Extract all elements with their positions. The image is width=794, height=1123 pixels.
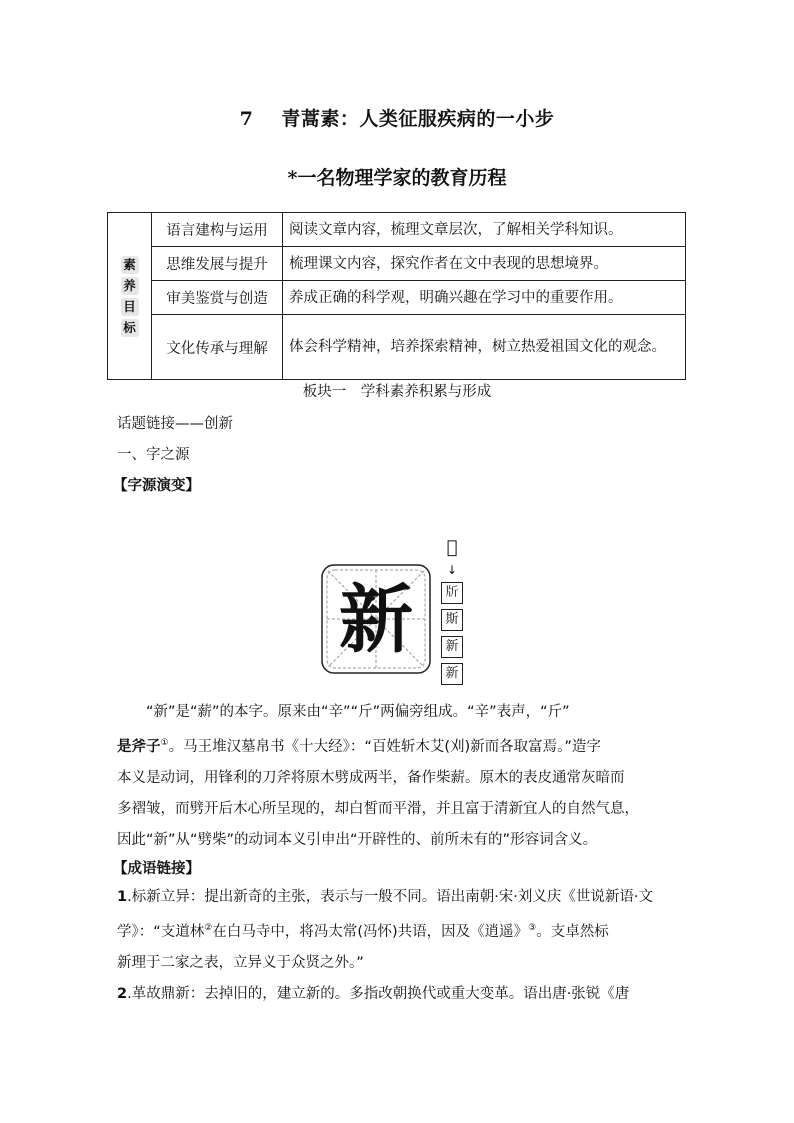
goals-label-char: 目: [121, 298, 139, 316]
text-span: 。马王堆汉墓帛书《十大经》：“百姓斩木艾(刈)新而各取富焉。”造字: [168, 738, 601, 755]
goals-vertical-label: [121, 256, 139, 337]
rice-grid-svg: [320, 563, 432, 675]
bold-text: 是斧子: [117, 738, 161, 755]
main-character: 新: [339, 577, 413, 663]
goal-category: 思维发展与提升: [152, 247, 283, 281]
lesson-number: 7: [239, 108, 254, 130]
footnote-marker: ③: [528, 923, 537, 933]
goal-description: 养成正确的科学观，明确兴趣在学习中的重要作用。: [283, 281, 686, 315]
goal-description: 梳理课文内容，探究作者在文中表现的思想境界。: [283, 247, 686, 281]
footnote-marker: ①: [160, 738, 169, 748]
footnote-marker: ②: [204, 923, 213, 933]
idiom-line: 新理于二家之表，立异义于众贤之外。”: [117, 954, 364, 971]
lesson-title: [0, 104, 794, 131]
idiom-number: 1: [117, 889, 128, 905]
text-span: .标新立异：提出新奇的主张，表示与一般不同。语出南朝·宋·刘义庆《世说新语·文: [127, 889, 654, 905]
goal-category: 审美鉴赏与创造: [152, 281, 283, 315]
paragraph-line: [117, 728, 687, 763]
topic-link: 话题链接——创新: [117, 416, 233, 432]
idiom-list: [117, 882, 687, 1010]
goal-category: 文化传承与理解: [152, 315, 283, 380]
lesson-subtitle: *一名物理学家的教育历程: [287, 167, 507, 189]
goal-description: 体会科学精神，培养探索精神，树立热爱祖国文化的观念。: [283, 315, 686, 380]
evolution-stage: 新: [441, 663, 463, 685]
idiom-header: 【成语链接】: [113, 861, 200, 877]
evolution-stage: 𣂔: [441, 582, 463, 604]
idiom-line: [117, 913, 687, 948]
origin-header: 【字源演变】: [113, 478, 200, 494]
idiom-line: [117, 882, 687, 913]
goal-row: [108, 281, 686, 315]
goals-label-char: 标: [121, 319, 139, 337]
character-grid-figure: [320, 563, 432, 675]
character-evolution: [441, 535, 463, 685]
section-heading: 板块一 学科素养积累与形成: [302, 384, 492, 400]
oracle-form: 𣂚: [446, 537, 458, 558]
part-heading: 一、字之源: [117, 447, 190, 463]
evolution-stage: 新: [441, 636, 463, 658]
arrow-down-icon: ↓: [446, 563, 458, 577]
goal-row: [108, 247, 686, 281]
goals-label-char: 素: [121, 256, 139, 274]
paragraph-line: 多褶皱，而劈开后木心所呈现的，却白皙而平滑，并且富于清新宜人的自然气息，: [117, 800, 639, 817]
paragraph-line: 本义是动词，用锋利的刀斧将原木劈成两半，备作柴薪。原木的表皮通常灰暗而: [117, 769, 625, 786]
goal-description: 阅读文章内容，梳理文章层次，了解相关学科知识。: [283, 213, 686, 247]
goal-category: 语言建构与运用: [152, 213, 283, 247]
paragraph-line: “新”是“薪”的本字。原来由“辛”“斤”两偏旁组成。“辛”表声，“斤”: [146, 704, 570, 720]
text-span: .革故鼎新：去掉旧的，建立新的。多指改朝换代或重大变革。语出唐·张锐《唐: [127, 985, 630, 1002]
text-span: 学》：“支道林: [117, 923, 205, 940]
idiom-number: 2: [117, 985, 128, 1002]
lesson-main-title: 青蒿素：人类征服疾病的一小步: [281, 108, 555, 130]
paragraph-line: 因此“新”从“劈柴”的动词本义引申出“开辟性的、前所未有的”形容词含义。: [117, 831, 598, 848]
literacy-goals-table: [107, 212, 686, 380]
character-explanation: [117, 697, 687, 856]
goals-label-cell: [108, 213, 152, 380]
text-span: 。支卓然标: [536, 923, 609, 940]
goals-label-char: 养: [121, 277, 139, 295]
goal-row: [108, 315, 686, 380]
goal-row: [108, 213, 686, 247]
text-span: 在白马寺中，将冯太常(冯怀)共语，因及《逍遥》: [212, 923, 529, 940]
idiom-line: [117, 979, 687, 1010]
evolution-stage: 斯: [441, 609, 463, 631]
